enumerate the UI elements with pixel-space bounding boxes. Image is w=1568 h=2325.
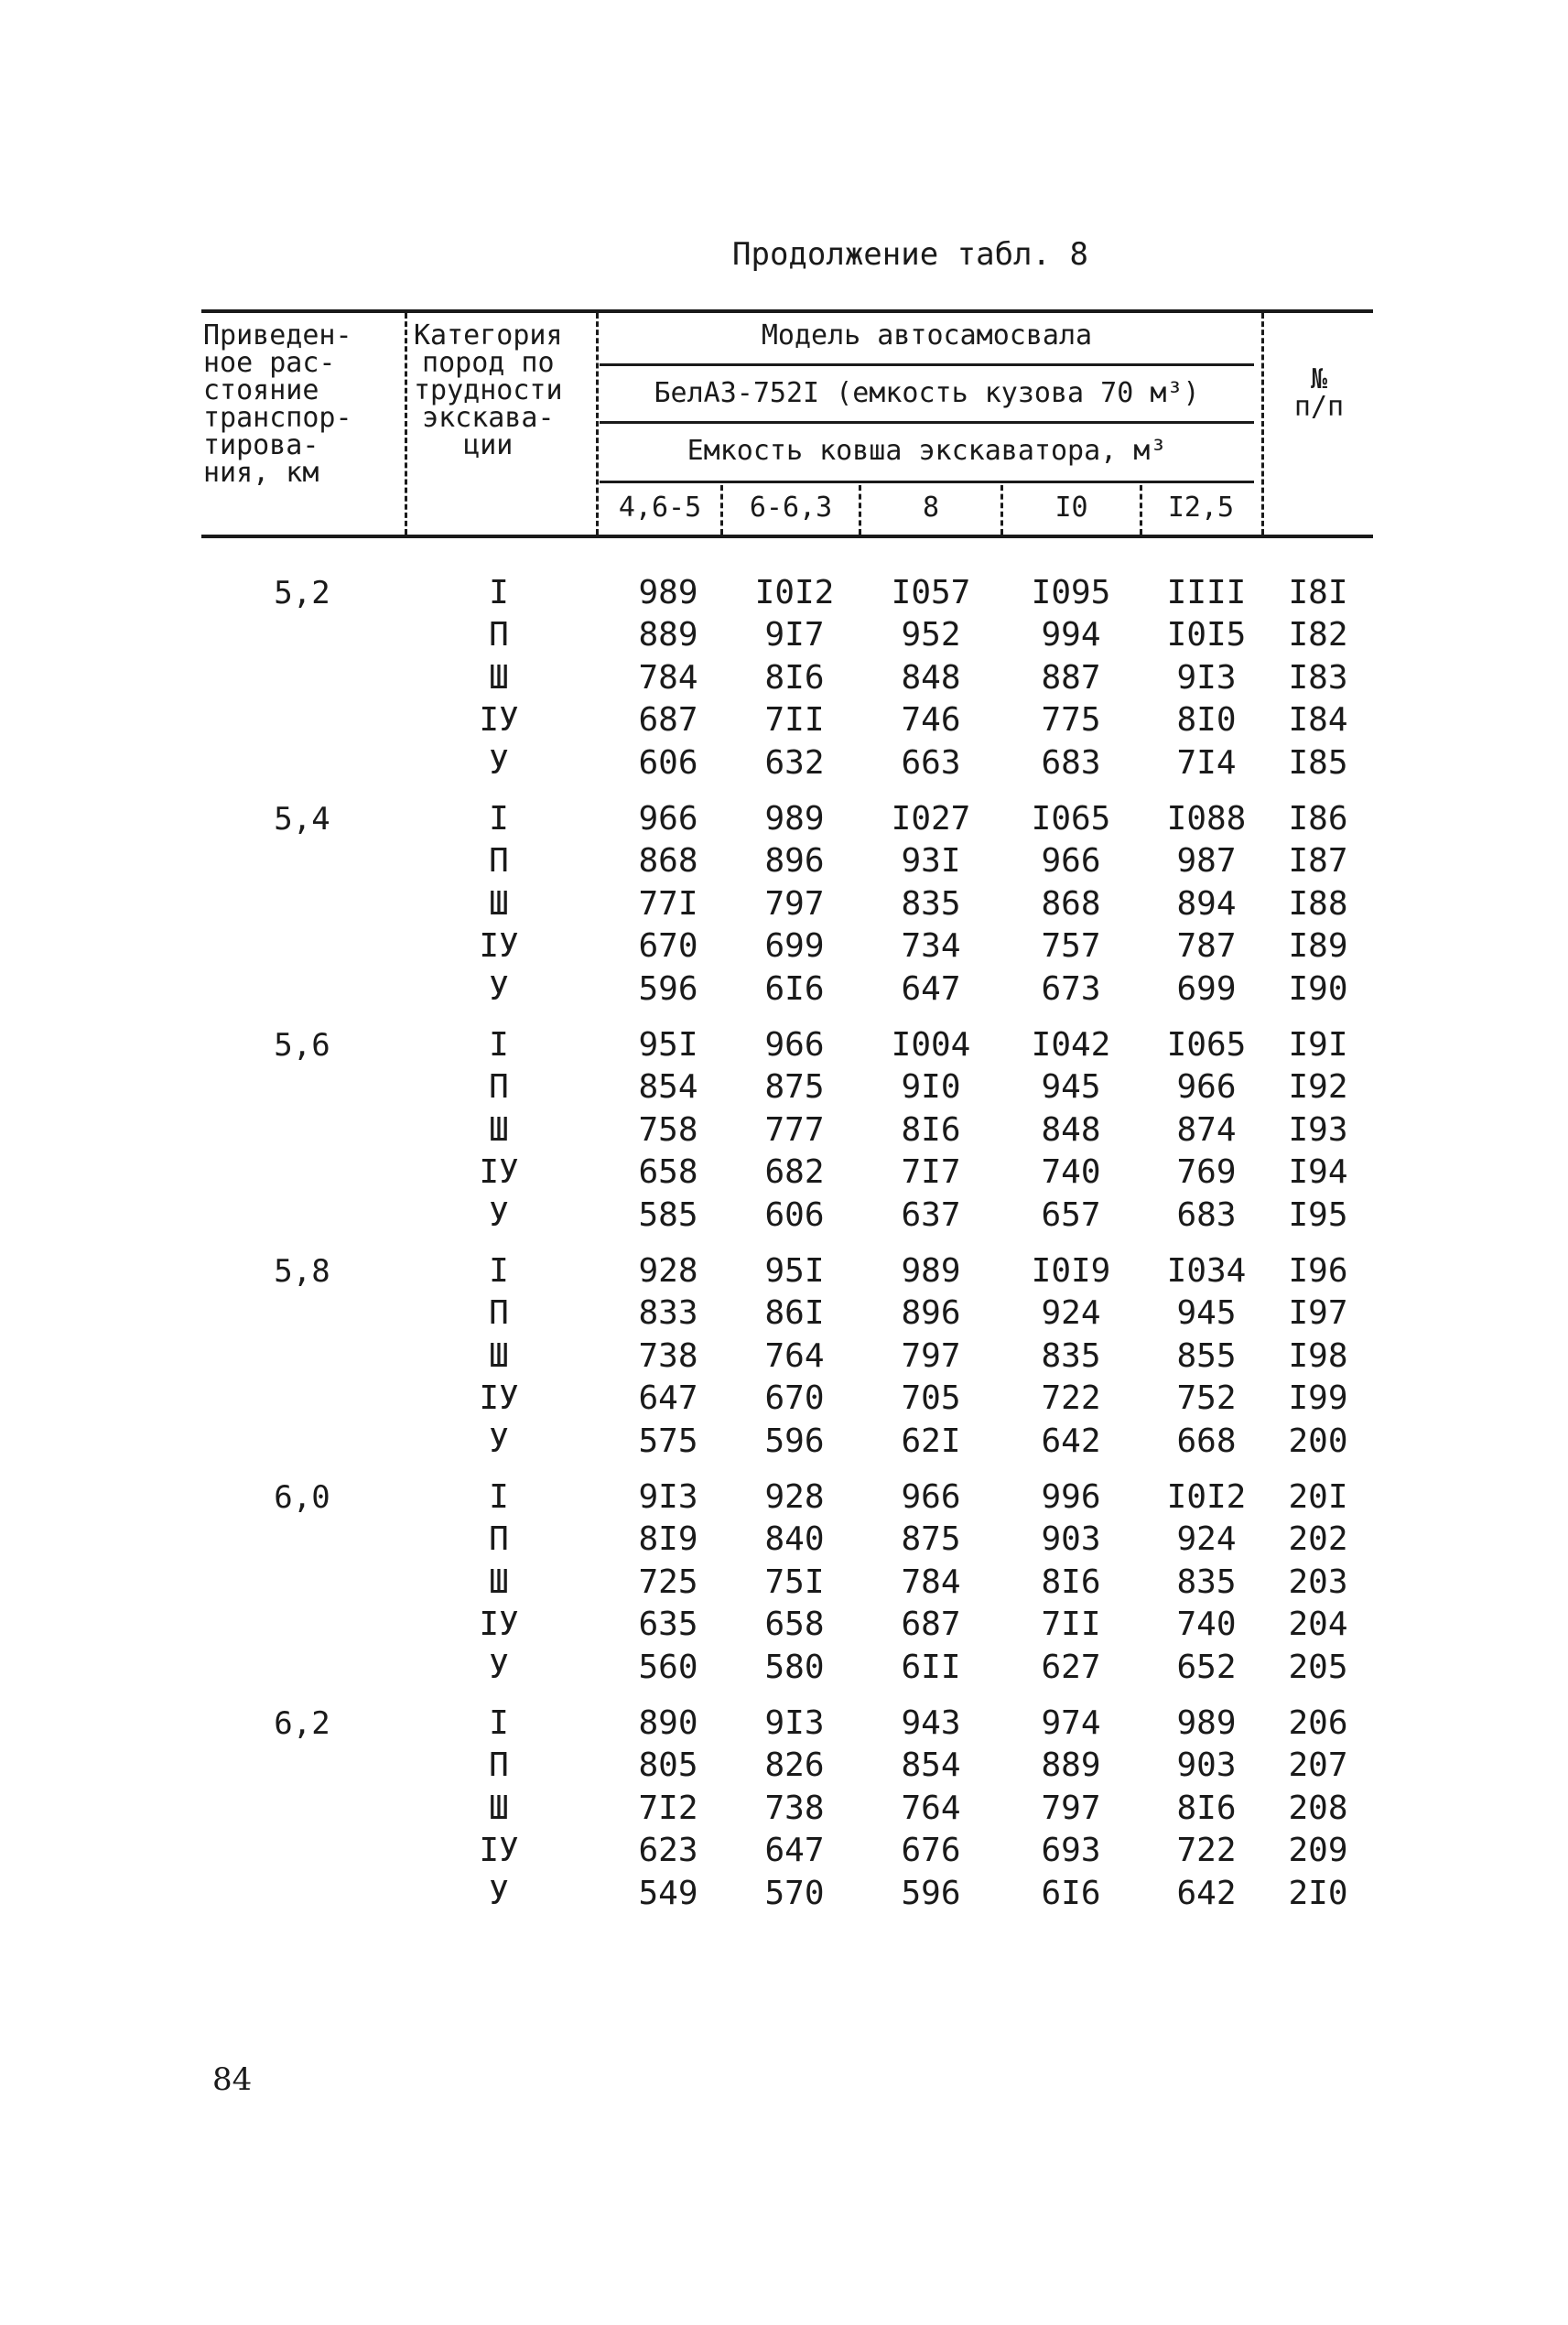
value-cell: 787 [1176, 927, 1237, 966]
bucket-underline [600, 481, 1254, 483]
value-cell: 738 [638, 1336, 698, 1375]
value-cell: 637 [901, 1195, 961, 1234]
value-cell: 676 [901, 1832, 961, 1870]
value-cell: 596 [638, 969, 698, 1008]
value-cell: 896 [901, 1294, 961, 1333]
row-number-cell: I88 [1288, 884, 1348, 923]
value-cell: 683 [1176, 1195, 1237, 1234]
row-number-cell: 2I0 [1288, 1874, 1348, 1912]
value-cell: 994 [1041, 616, 1101, 654]
value-cell: I034 [1166, 1252, 1247, 1290]
category-cell: I [489, 1252, 509, 1290]
value-cell: 896 [764, 842, 825, 881]
value-cell: 722 [1041, 1379, 1101, 1418]
value-cell: 683 [1041, 743, 1101, 782]
category-cell: У [489, 743, 509, 782]
value-cell: 580 [764, 1648, 825, 1686]
row-number-cell: I82 [1288, 616, 1348, 654]
header-category: Категория пород по трудности экскава- ции [414, 319, 563, 461]
value-cell: 93I [901, 842, 961, 881]
value-cell: 874 [1176, 1110, 1237, 1149]
value-cell: 647 [638, 1379, 698, 1418]
header-separator [1261, 313, 1264, 535]
row-number-cell: I8I [1288, 574, 1348, 611]
value-cell: 848 [1041, 1110, 1101, 1149]
row-number-cell: 202 [1288, 1520, 1348, 1559]
value-cell: 623 [638, 1832, 698, 1870]
value-cell: 8I6 [1176, 1789, 1237, 1827]
value-cell: 903 [1176, 1746, 1237, 1785]
distance-cell: 6,0 [274, 1479, 330, 1516]
distance-cell: 5,6 [274, 1027, 330, 1064]
value-cell: I027 [891, 800, 971, 838]
row-number-cell: I85 [1288, 743, 1348, 782]
value-cell: 966 [901, 1478, 961, 1516]
category-cell: П [489, 1068, 509, 1107]
header-truck: БелАЗ-752I (емкость кузова 70 м³) [654, 377, 1200, 409]
value-cell: 945 [1176, 1294, 1237, 1333]
value-cell: 835 [901, 884, 961, 923]
category-cell: У [489, 969, 509, 1008]
value-cell: 740 [1176, 1606, 1237, 1644]
value-cell: 758 [638, 1110, 698, 1149]
value-cell: 840 [764, 1520, 825, 1559]
value-cell: IIII [1166, 574, 1247, 611]
category-cell: IУ [479, 1832, 519, 1870]
value-cell: 8I9 [638, 1520, 698, 1559]
value-cell: 687 [901, 1606, 961, 1644]
category-cell: П [489, 1294, 509, 1333]
row-number-cell: I86 [1288, 800, 1348, 838]
value-cell: 974 [1041, 1704, 1101, 1742]
header-row-number: № п/п [1293, 363, 1345, 423]
category-cell: У [489, 1195, 509, 1234]
value-cell: 606 [764, 1195, 825, 1234]
category-cell: Ш [489, 1336, 509, 1375]
value-cell: 647 [901, 969, 961, 1008]
value-cell: 9I3 [638, 1478, 698, 1516]
category-cell: У [489, 1874, 509, 1912]
value-cell: 889 [1041, 1746, 1101, 1785]
value-cell: 658 [638, 1153, 698, 1192]
value-cell: 989 [1176, 1704, 1237, 1742]
value-cell: 8I6 [764, 658, 825, 697]
value-cell: 596 [901, 1874, 961, 1912]
row-number-cell: I99 [1288, 1379, 1348, 1418]
value-cell: I0I2 [754, 574, 835, 611]
value-cell: 757 [1041, 927, 1101, 966]
value-cell: 928 [638, 1252, 698, 1290]
header-bucket: Емкость ковша экскаватора, м³ [687, 435, 1167, 467]
row-number-cell: I92 [1288, 1068, 1348, 1107]
distance-cell: 6,2 [274, 1705, 330, 1742]
value-cell: 875 [901, 1520, 961, 1559]
header-size: I0 [1054, 492, 1088, 524]
value-cell: 670 [764, 1379, 825, 1418]
row-number-cell: I89 [1288, 927, 1348, 966]
value-cell: I057 [891, 574, 971, 611]
category-cell: Ш [489, 1110, 509, 1149]
value-cell: 928 [764, 1478, 825, 1516]
page-number: 84 [212, 2061, 253, 2098]
value-cell: 647 [764, 1832, 825, 1870]
row-number-cell: I98 [1288, 1336, 1348, 1375]
value-cell: I004 [891, 1026, 971, 1064]
value-cell: 670 [638, 927, 698, 966]
value-cell: 596 [764, 1422, 825, 1460]
value-cell: 606 [638, 743, 698, 782]
value-cell: 966 [764, 1026, 825, 1064]
value-cell: 585 [638, 1195, 698, 1234]
value-cell: 560 [638, 1648, 698, 1686]
row-number-cell: 205 [1288, 1648, 1348, 1686]
value-cell: 894 [1176, 884, 1237, 923]
value-cell: 924 [1176, 1520, 1237, 1559]
value-cell: 784 [638, 658, 698, 697]
value-cell: 924 [1041, 1294, 1101, 1333]
category-cell: IУ [479, 701, 519, 740]
category-cell: IУ [479, 927, 519, 966]
value-cell: 7I7 [901, 1153, 961, 1192]
header-model: Модель автосамосвала [761, 319, 1093, 351]
header-separator [596, 313, 599, 535]
value-cell: 797 [1041, 1789, 1101, 1827]
value-cell: 989 [901, 1252, 961, 1290]
value-cell: 9I7 [764, 616, 825, 654]
value-cell: 826 [764, 1746, 825, 1785]
value-cell: 8I6 [901, 1110, 961, 1149]
value-cell: 7II [1041, 1606, 1101, 1644]
row-number-cell: I96 [1288, 1252, 1348, 1290]
value-cell: 764 [901, 1789, 961, 1827]
distance-cell: 5,8 [274, 1253, 330, 1290]
row-number-cell: I94 [1288, 1153, 1348, 1192]
value-cell: 835 [1041, 1336, 1101, 1375]
value-cell: 95I [638, 1026, 698, 1064]
value-cell: I065 [1031, 800, 1111, 838]
value-cell: 987 [1176, 842, 1237, 881]
category-cell: I [489, 574, 509, 611]
value-cell: 797 [901, 1336, 961, 1375]
value-cell: 687 [638, 701, 698, 740]
distance-cell: 5,4 [274, 801, 330, 838]
value-cell: 658 [764, 1606, 825, 1644]
value-cell: 699 [764, 927, 825, 966]
model-underline [600, 363, 1254, 366]
category-cell: П [489, 1746, 509, 1785]
value-cell: 7II [764, 701, 825, 740]
value-cell: 854 [901, 1746, 961, 1785]
value-cell: 725 [638, 1563, 698, 1601]
row-number-cell: I84 [1288, 701, 1348, 740]
value-cell: 868 [638, 842, 698, 881]
value-cell: 769 [1176, 1153, 1237, 1192]
row-number-cell: I90 [1288, 969, 1348, 1008]
table-top-rule [201, 309, 1373, 313]
row-number-cell: 209 [1288, 1832, 1348, 1870]
row-number-cell: 20I [1288, 1478, 1348, 1516]
header-separator [405, 313, 407, 535]
category-cell: П [489, 616, 509, 654]
value-cell: 8I0 [1176, 701, 1237, 740]
value-cell: 996 [1041, 1478, 1101, 1516]
value-cell: 632 [764, 743, 825, 782]
category-cell: IУ [479, 1153, 519, 1192]
value-cell: 952 [901, 616, 961, 654]
value-cell: 652 [1176, 1648, 1237, 1686]
header-bottom-rule [201, 535, 1373, 538]
value-cell: 663 [901, 743, 961, 782]
value-cell: 699 [1176, 969, 1237, 1008]
value-cell: 75I [764, 1563, 825, 1601]
value-cell: I065 [1166, 1026, 1247, 1064]
value-cell: 6I6 [764, 969, 825, 1008]
value-cell: 9I3 [1176, 658, 1237, 697]
value-cell: 642 [1176, 1874, 1237, 1912]
row-number-cell: I87 [1288, 842, 1348, 881]
value-cell: 890 [638, 1704, 698, 1742]
value-cell: I095 [1031, 574, 1111, 611]
value-cell: 8I6 [1041, 1563, 1101, 1601]
value-cell: 734 [901, 927, 961, 966]
value-cell: 705 [901, 1379, 961, 1418]
value-cell: 635 [638, 1606, 698, 1644]
category-cell: Ш [489, 1563, 509, 1601]
header-distance: Приведен- ное рас- стояние транспор- тирова- ния, км [203, 319, 352, 489]
header-size: 8 [922, 492, 940, 524]
value-cell: 833 [638, 1294, 698, 1333]
value-cell: 887 [1041, 658, 1101, 697]
value-cell: 682 [764, 1153, 825, 1192]
value-cell: 738 [764, 1789, 825, 1827]
row-number-cell: I83 [1288, 658, 1348, 697]
value-cell: 889 [638, 616, 698, 654]
value-cell: 62I [901, 1422, 961, 1460]
row-number-cell: 203 [1288, 1563, 1348, 1601]
value-cell: 966 [1041, 842, 1101, 881]
category-cell: Ш [489, 884, 509, 923]
value-cell: 95I [764, 1252, 825, 1290]
category-cell: IУ [479, 1606, 519, 1644]
value-cell: 86I [764, 1294, 825, 1333]
value-cell: 945 [1041, 1068, 1101, 1107]
value-cell: 805 [638, 1746, 698, 1785]
value-cell: 722 [1176, 1832, 1237, 1870]
value-cell: 752 [1176, 1379, 1237, 1418]
value-cell: 693 [1041, 1832, 1101, 1870]
value-cell: 989 [638, 574, 698, 611]
value-cell: 777 [764, 1110, 825, 1149]
category-cell: I [489, 800, 509, 838]
value-cell: 966 [638, 800, 698, 838]
row-number-cell: I9I [1288, 1026, 1348, 1064]
category-cell: I [489, 1478, 509, 1516]
header-size: I2,5 [1167, 492, 1235, 524]
header-size: 4,6-5 [618, 492, 702, 524]
distance-cell: 5,2 [274, 575, 330, 611]
value-cell: 835 [1176, 1563, 1237, 1601]
value-cell: 6I6 [1041, 1874, 1101, 1912]
header-size: 6-6,3 [749, 492, 833, 524]
value-cell: I042 [1031, 1026, 1111, 1064]
category-cell: П [489, 842, 509, 881]
value-cell: 855 [1176, 1336, 1237, 1375]
category-cell: У [489, 1422, 509, 1460]
value-cell: 868 [1041, 884, 1101, 923]
value-cell: 575 [638, 1422, 698, 1460]
category-cell: I [489, 1704, 509, 1742]
value-cell: 775 [1041, 701, 1101, 740]
row-number-cell: I95 [1288, 1195, 1348, 1234]
value-cell: 746 [901, 701, 961, 740]
value-cell: 764 [764, 1336, 825, 1375]
value-cell: 797 [764, 884, 825, 923]
value-cell: 668 [1176, 1422, 1237, 1460]
value-cell: 740 [1041, 1153, 1101, 1192]
value-cell: 943 [901, 1704, 961, 1742]
value-cell: 989 [764, 800, 825, 838]
row-number-cell: 200 [1288, 1422, 1348, 1460]
value-cell: 9I0 [901, 1068, 961, 1107]
category-cell: У [489, 1648, 509, 1686]
value-cell: I0I2 [1166, 1478, 1247, 1516]
value-cell: 657 [1041, 1195, 1101, 1234]
value-cell: 903 [1041, 1520, 1101, 1559]
category-cell: Ш [489, 1789, 509, 1827]
value-cell: 673 [1041, 969, 1101, 1008]
row-number-cell: I93 [1288, 1110, 1348, 1149]
value-cell: 7I4 [1176, 743, 1237, 782]
value-cell: I088 [1166, 800, 1247, 838]
value-cell: 9I3 [764, 1704, 825, 1742]
category-cell: I [489, 1026, 509, 1064]
value-cell: 570 [764, 1874, 825, 1912]
value-cell: 848 [901, 658, 961, 697]
value-cell: 784 [901, 1563, 961, 1601]
category-cell: Ш [489, 658, 509, 697]
value-cell: 854 [638, 1068, 698, 1107]
value-cell: 627 [1041, 1648, 1101, 1686]
value-cell: 642 [1041, 1422, 1101, 1460]
value-cell: 7I2 [638, 1789, 698, 1827]
row-number-cell: I97 [1288, 1294, 1348, 1333]
value-cell: I0I5 [1166, 616, 1247, 654]
truck-underline [600, 421, 1254, 424]
value-cell: 549 [638, 1874, 698, 1912]
value-cell: 966 [1176, 1068, 1237, 1107]
row-number-cell: 204 [1288, 1606, 1348, 1644]
category-cell: IУ [479, 1379, 519, 1418]
category-cell: П [489, 1520, 509, 1559]
value-cell: 875 [764, 1068, 825, 1107]
value-cell: 77I [638, 884, 698, 923]
row-number-cell: 207 [1288, 1746, 1348, 1785]
table-caption: Продолжение табл. 8 [732, 236, 1088, 273]
row-number-cell: 208 [1288, 1789, 1348, 1827]
row-number-cell: 206 [1288, 1704, 1348, 1742]
value-cell: 6II [901, 1648, 961, 1686]
value-cell: I0I9 [1031, 1252, 1111, 1290]
